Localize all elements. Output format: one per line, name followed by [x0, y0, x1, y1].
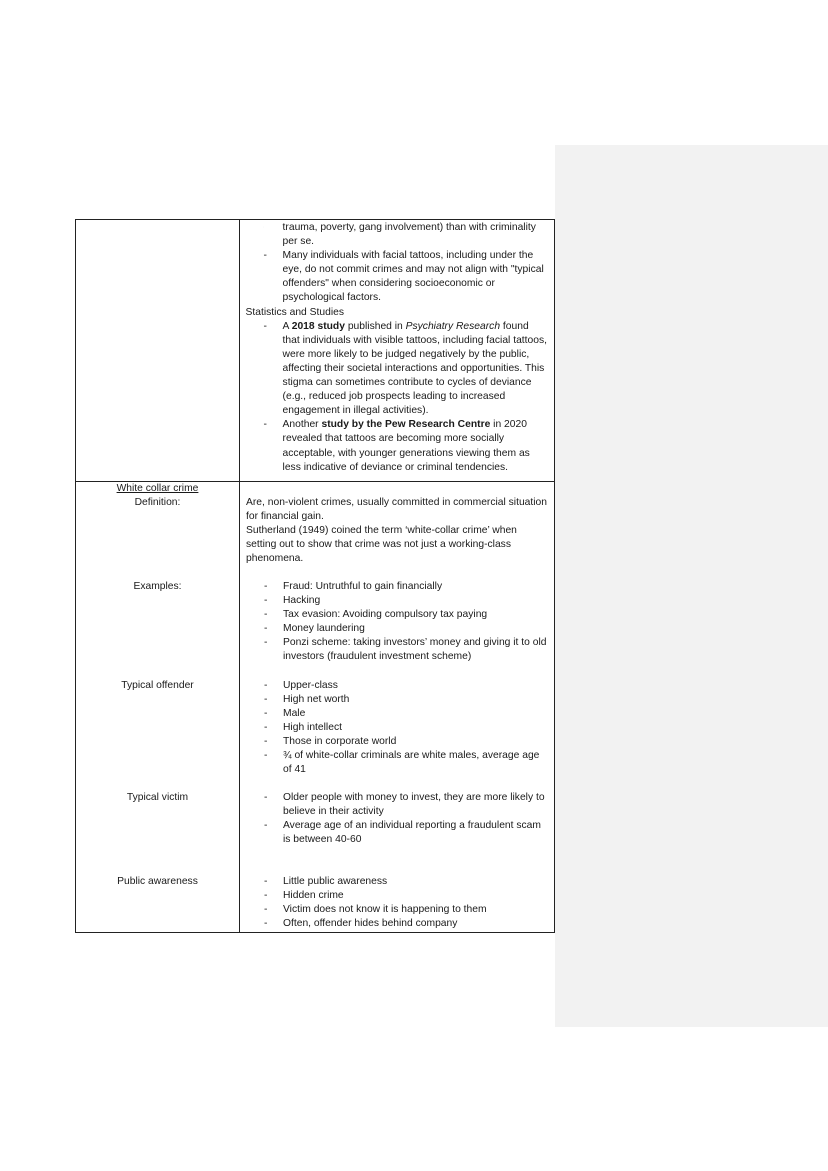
list-item: - Hidden crime [246, 889, 549, 903]
list-item-study-2018: - A 2018 study published in Psychiatry Research found that individuals with visible tattoos, including facial tattoos, were more likely to be judged negatively by the public, affecting their societal interactions and opportunities. This stigma can sometimes contribute to cycles of deviance (e.g., reduced job prospects leading to increased engagement in illegal activities). [246, 320, 548, 419]
list-item: - Often, offender hides behind company [246, 917, 549, 931]
list-item: - Hacking [246, 594, 549, 608]
list-item: - Many individuals with facial tattoos, including under the eye, do not commit crimes and may not align with "typical offenders" when considering socioeconomic or psychological factors. [246, 249, 548, 305]
list-item: - Older people with money to invest, they are more likely to believe in their activity [246, 791, 549, 819]
definition-text: Are, non-violent crimes, usually committed in commercial situation for financial gain. Sutherland (1949) coined the term ‘white-collar crime’ when setting out to show that crime was not just a working-class phenomena. [246, 496, 548, 565]
list-item: - Upper-class [246, 679, 549, 693]
definition-label: Definition: [134, 496, 181, 508]
list-item: - ¾ of white-collar criminals are white males, average age of 41 [246, 749, 549, 777]
list-item: - Victim does not know it is happening to them [246, 903, 549, 917]
offender-list [240, 679, 555, 778]
list-item: - Money laundering [246, 622, 549, 636]
list-item: - High intellect [246, 721, 549, 735]
tattoo-content-cell [239, 220, 554, 482]
victim-list [240, 791, 555, 847]
comment-pane [555, 145, 828, 1027]
stats-heading: Statistics and Studies [245, 306, 344, 318]
list-item: - High net worth [246, 693, 549, 707]
list-item: - Tax evasion: Avoiding compulsory tax paying [246, 608, 549, 622]
offender-label: Typical offender [121, 679, 194, 691]
examples-label: Examples: [133, 580, 182, 592]
section-title: White collar crime [116, 482, 199, 494]
awareness-label: Public awareness [117, 875, 198, 887]
list-item: - Little public awareness [246, 875, 549, 889]
list-item: - Ponzi scheme: taking investors’ money and giving it to old investors (fraudulent investment scheme) [246, 636, 549, 664]
list-item: - Fraud: Untruthful to gain financially [246, 580, 549, 594]
table-row [76, 481, 555, 932]
list-item-continued: - trauma, poverty, gang involvement) than with criminality per se. [246, 221, 548, 249]
list-item: - Male [246, 707, 549, 721]
examples-list [240, 580, 555, 665]
list-item: - Average age of an individual reporting a fraudulent scam is between 40-60 [246, 819, 549, 847]
empty-label-cell [76, 220, 240, 482]
awareness-list [240, 875, 555, 931]
list-item: - Those in corporate world [246, 735, 549, 749]
list-item-study-pew: - Another study by the Pew Research Centre in 2020 revealed that tattoos are becoming more socially acceptable, with younger generations viewing them as less indicative of deviance or criminal tendencies. [246, 418, 548, 474]
notes-table [75, 219, 555, 933]
victim-label: Typical victim [126, 791, 189, 803]
table-row [76, 220, 555, 482]
white-collar-section [76, 481, 555, 932]
